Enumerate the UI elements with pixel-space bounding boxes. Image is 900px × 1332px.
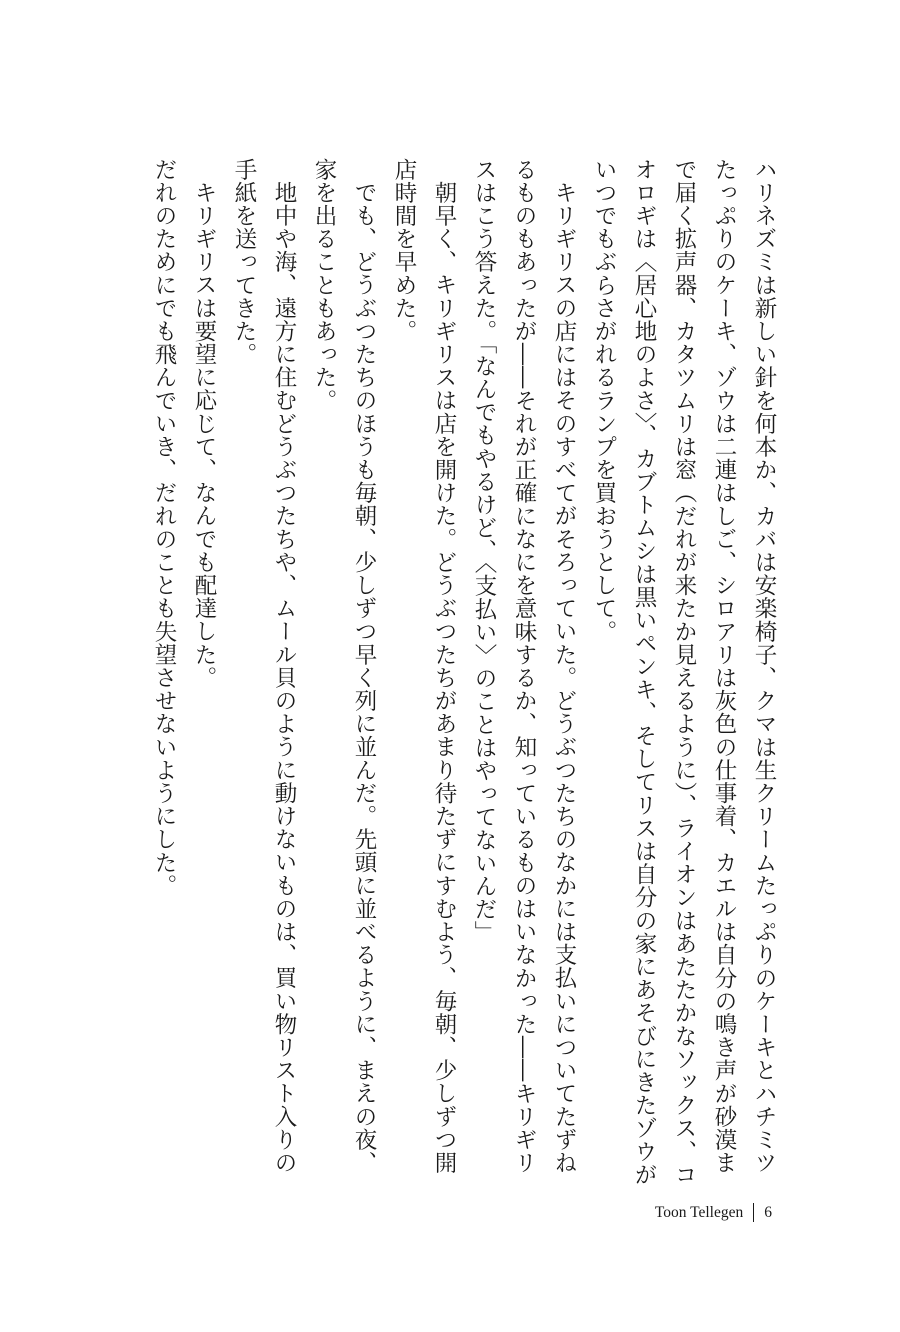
footer-author: Toon Tellegen xyxy=(654,1203,744,1221)
paragraph-5: 地中や海、遠方に住むどうぶつたちや、ムール貝のように動けないものは、買い物リスト入りの手紙を送ってきた。 xyxy=(231,158,297,1174)
page-number: 6 xyxy=(764,1203,772,1221)
footer-separator xyxy=(753,1203,754,1222)
page-footer xyxy=(655,1203,772,1222)
paragraph-2: キリギリスの店にはそのすべてがそろっていた。どうぶつたちのなかには支払いについてたずねるものもあったが――それが正確になにを意味するか、知っているものはいなかった――キリギリスはこう答えた。「なんでもやるけど、〈支払い〉のことはやってないんだ」 xyxy=(471,158,577,1175)
vertical-text-body xyxy=(64,158,784,1188)
paragraph-7: だれのためにでも飛んでいき、だれのことも失望させないようにした。 xyxy=(151,158,177,898)
paragraph-4: でも、どうぶつたちのほうも毎朝、少しずつ早く列に並んだ。先頭に並べるように、まえの夜、家を出ることもあった。 xyxy=(311,158,377,1174)
paragraph-3: 朝早く、キリギリスは店を開けた。どうぶつたちがあまり待たずにすむよう、毎朝、少しずつ開店時間を早めた。 xyxy=(391,158,457,1174)
paragraph-1: ハリネズミは新しい針を何本か、カバは安楽椅子、クマは生クリームたっぷりのケーキとハチミツたっぷりのケーキ、ゾウは二連はしご、シロアリは灰色の仕事着、カエルは自分の鳴き声が砂漠まで届く拡声器、カタツムリは窓（だれが来たか見えるように）、ライオンはあたたかなソックス、コオロギは〈居心地のよさ〉、カブトムシは黒いペンキ、そしてリスは自分の家にあそびにきたゾウがいつでもぶらさがれるランプを買おうとして。 xyxy=(591,158,777,1187)
paragraph-6: キリギリスは要望に応じて、なんでも配達した。 xyxy=(191,180,217,689)
